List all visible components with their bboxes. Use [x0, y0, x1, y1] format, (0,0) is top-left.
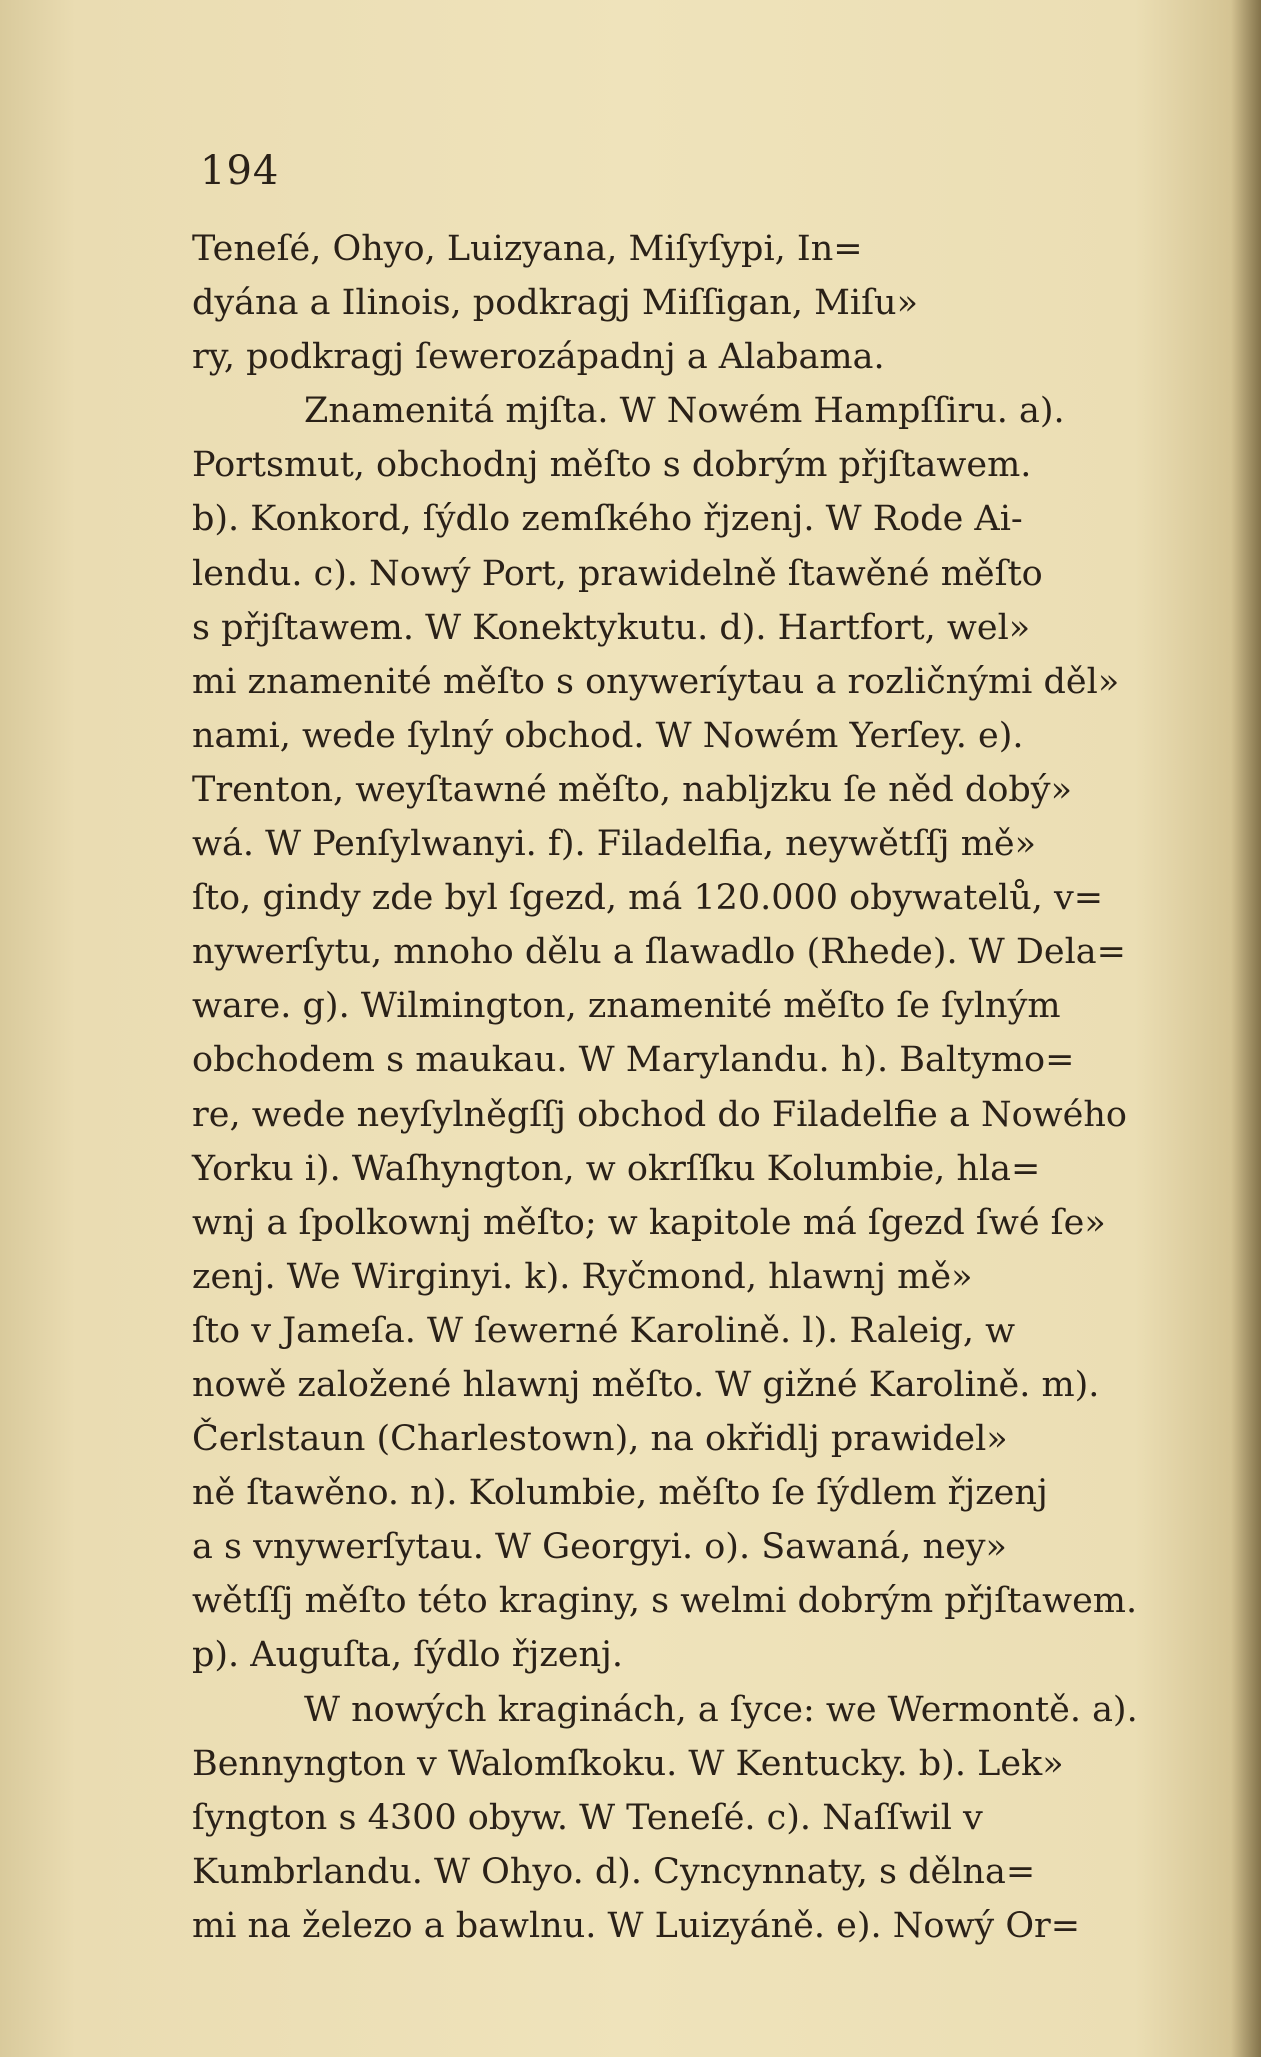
text-line: zenj. We Wirginyi. k). Ryčmond, hlawnj mě»: [192, 1256, 973, 1297]
text-line: obchodem s maukau. W Marylandu. h). Baltymo=: [192, 1040, 1075, 1081]
text-line: mi na železo a bawlnu. W Luizyáně. e). Nowý Or=: [192, 1905, 1081, 1946]
text-line: Teneſé, Ohyo, Luizyana, Miſyſypi, In=: [192, 229, 863, 269]
text-line: Yorku i). Waſhyngton, w okrſſku Kolumbie, hla=: [192, 1148, 1041, 1189]
text-line: wnj a ſpolkownj měſto; w kapitole má ſgezd ſwé ſe»: [192, 1202, 1106, 1243]
text-line: ſyngton s 4300 obyw. W Teneſé. c). Naſſwil v: [192, 1797, 983, 1838]
text-line: Znamenitá mjſta. W Nowém Hampſſiru. a).: [304, 391, 1065, 432]
text-line: Bennyngton v Walomſkoku. W Kentucky. b). Lek»: [192, 1743, 1064, 1784]
text-line: ry, podkragj ſewerozápadnj a Alabama.: [192, 337, 885, 378]
text-line: mi znamenité měſto s onyweríytau a rozličnými děl»: [192, 661, 1120, 702]
text-line: ſto, gindy zde byl ſgezd, má 120.000 obywatelů, v=: [192, 878, 1104, 919]
page-number: 194: [200, 148, 280, 194]
text-line: W nowých kraginách, a ſyce: we Wermontě. a).: [304, 1689, 1138, 1730]
text-line: Čerlstaun (Charlestown), na okřidlj prawidel»: [192, 1419, 1008, 1460]
text-line: nowě založené hlawnj měſto. W gižné Karolině. m).: [192, 1364, 1100, 1405]
text-line: dyána a Ilinois, podkragj Miſſigan, Miſu»: [192, 283, 919, 324]
text-line: Trenton, weyſtawné měſto, nabljzku ſe něd dobý»: [192, 769, 1072, 810]
text-line: s přjſtawem. W Konektykutu. d). Hartfort, wel»: [192, 607, 1031, 648]
text-line: wětſſj měſto této kraginy, s welmi dobrým přjſtawem.: [192, 1581, 1138, 1622]
text-line: a s vnywerſytau. W Georgyi. o). Sawaná, ney»: [192, 1527, 1007, 1568]
text-line: ně ſtawěno. n). Kolumbie, měſto ſe ſýdlem řjzenj: [192, 1473, 1048, 1514]
text-line: lendu. c). Nowý Port, prawidelně ſtawěné měſto: [192, 553, 1043, 594]
text-line: Portsmut, obchodnj měſto s dobrým přjſtawem.: [192, 445, 1032, 486]
text-line: ware. g). Wilmington, znamenité měſto ſe ſylným: [192, 986, 1061, 1027]
text-line: Kumbrlandu. W Ohyo. d). Cyncynnaty, s dělna=: [192, 1851, 1036, 1892]
text-line: p). Auguſta, ſýdlo řjzenj.: [192, 1635, 623, 1676]
text-line: ſto v Jameſa. W ſewerné Karolině. l). Raleig, w: [192, 1310, 1016, 1351]
text-line: b). Konkord, ſýdlo zemſkého řjzenj. W Rode Ai-: [192, 499, 1023, 540]
text-line: re, wede neyſylněgſſj obchod do Filadelfie a Nowého: [192, 1094, 1127, 1135]
body-text: [192, 222, 1197, 1953]
text-line: nami, wede ſylný obchod. W Nowém Yerſey. e).: [192, 715, 1024, 756]
page-edge-shadow: [1231, 0, 1261, 2057]
text-line: nywerſytu, mnoho dělu a ſlawadlo (Rhede). W Dela=: [192, 932, 1126, 973]
text-line: wá. W Penſylwanyi. f). Filadelfia, neywětſſj mě»: [192, 824, 1037, 865]
